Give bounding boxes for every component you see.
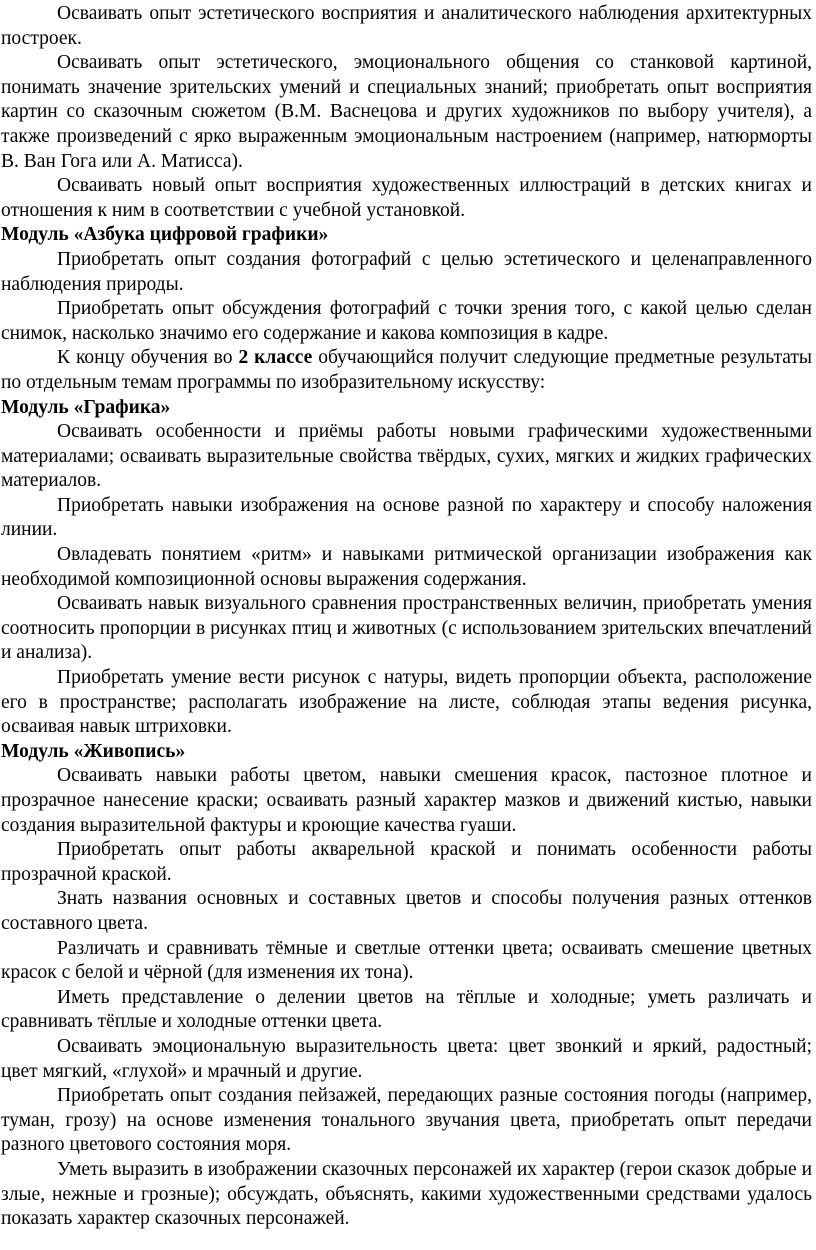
heading-module-graphics: Модуль «Графика» xyxy=(1,396,171,418)
paragraph-architecture-perception: Осваивать опыт эстетического восприятия и аналитического наблюдения архитектурных построек. xyxy=(1,3,812,49)
heading-module-painting: Модуль «Живопись» xyxy=(1,740,186,762)
paragraph-color-expressiveness: Осваивать эмоциональную выразительность цвета: цвет звонкий и яркий, радостный; цвет мягкий, «глухой» и мрачный и другие. xyxy=(1,1035,812,1082)
paragraph-book-illustrations: Осваивать новый опыт восприятия художественных иллюстраций в детских книгах и отношения к ним в соответствии с учебной установкой. xyxy=(1,175,812,221)
paragraph-grade-two-results xyxy=(1,346,812,395)
heading-module-digital-graphics: Модуль «Азбука цифровой графики» xyxy=(1,224,329,246)
grade-bold-text: 2 классе xyxy=(238,347,313,369)
paragraph-color-work: Осваивать навыки работы цветом, навыки смешения красок, пастозное плотное и прозрачное нанесение краски; осваивать разный характер мазков и движений кистью, навыки создания выразительной фактуры и кроющие качества гуаши. xyxy=(1,765,812,836)
paragraph-proportions: Осваивать навык визуального сравнения пространственных величин, приобретать умения соотносить пропорции в рисунках птиц и животных (с использованием зрительских впечатлений и анализа). xyxy=(1,593,812,664)
paragraph-photography-creation: Приобретать опыт создания фотографий с целью эстетического и целенаправленного наблюдения природы. xyxy=(1,248,812,295)
paragraph-shades: Различать и сравнивать тёмные и светлые оттенки цвета; осваивать смешение цветных красок с белой и чёрной (для изменения их тона). xyxy=(1,937,812,984)
paragraph-primary-colors: Знать названия основных и составных цветов и способы получения разных оттенков составного цвета. xyxy=(1,888,812,934)
paragraph-fairy-characters: Уметь выразить в изображении сказочных персонажей их характер (герои сказок добрые и злые, нежные и грозные); обсуждать, объяснять, какими художественными средствами удалось показать характер сказочных персонажей. xyxy=(1,1158,812,1230)
paragraph-drawing-from-life: Приобретать умение вести рисунок с натуры, видеть пропорции объекта, расположение его в пространстве; располагать изображение на листе, соблюдая этапы ведения рисунка, осваивая навык штриховки. xyxy=(1,667,812,738)
grade-rest-text: обучающийся получит следующие предметные результаты по отдельным темам программы по изобразительному искусству: xyxy=(1,347,812,393)
grade-intro-text: К концу обучения во xyxy=(57,347,239,369)
paragraph-graphic-materials: Осваивать особенности и приёмы работы новыми графическими художественными материалами; осваивать выразительные свойства твёрдых, сухих, мягких и жидких графических материалов. xyxy=(1,421,812,492)
paragraph-line-drawing: Приобретать навыки изображения на основе разной по характеру и способу наложения линии. xyxy=(1,494,812,541)
paragraph-watercolor: Приобретать опыт работы акварельной краской и понимать особенности работы прозрачной краской. xyxy=(1,839,812,885)
paragraph-landscapes: Приобретать опыт создания пейзажей, передающих разные состояния погоды (например, туман, грозу) на основе изменения тонального звучания цвета, приобретать опыт передачи разного цветового состояния моря. xyxy=(1,1085,812,1156)
paragraph-photography-discussion: Приобретать опыт обсуждения фотографий с точки зрения того, с какой целью сделан снимок, насколько значимо его содержание и какова композиция в кадре. xyxy=(1,298,812,344)
paragraph-warm-cold: Иметь представление о делении цветов на тёплые и холодные; уметь различать и сравнивать тёплые и холодные оттенки цвета. xyxy=(1,986,812,1033)
paragraph-rhythm: Овладевать понятием «ритм» и навыками ритмической организации изображения как необходимой композиционной основы выражения содержания. xyxy=(1,544,812,590)
paragraph-easel-painting: Осваивать опыт эстетического, эмоционального общения со станковой картиной, понимать значение зрительских умений и специальных знаний; приобретать опыт восприятия картин со сказочным сюжетом (В.М. Васнецова и других художников по выбору учителя), а также произведений с ярко выраженным эмоциональным настроением (например, натюрморты В. Ван Гога или А. Матисса). xyxy=(1,52,812,172)
